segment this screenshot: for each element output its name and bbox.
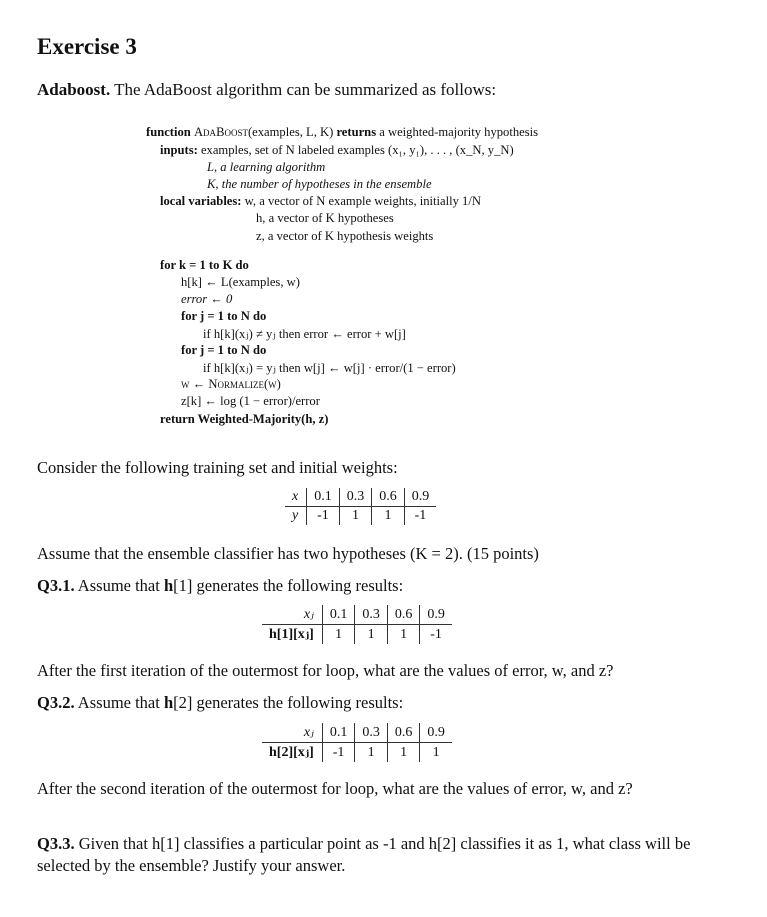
algo-line-15: w ← Normalize(w) <box>181 377 281 391</box>
algo-line-10: error ← 0 <box>181 292 233 306</box>
table-cell: 1 <box>432 744 440 760</box>
algorithm-block <box>0 125 767 425</box>
algo-line-13: for j = 1 to N do <box>181 343 267 357</box>
table-cell: -1 <box>430 626 442 642</box>
table-cell: 1 <box>372 507 405 526</box>
q3-1-question: After the first iteration of the outermost for loop, what are the values of error, w, and z? <box>37 661 614 680</box>
algo-line-17: return Weighted-Majority(h, z) <box>160 412 329 426</box>
table3-row1-label: xⱼ <box>262 723 322 743</box>
table-cell: 0.1 <box>322 723 355 743</box>
table-cell: 1 <box>355 625 388 645</box>
table-cell: 0.9 <box>404 488 436 507</box>
table1-row1-label: x <box>285 488 307 507</box>
table-cell: 1 <box>339 507 372 526</box>
algo-line-4: K, the number of hypotheses in the ensemble <box>207 177 432 191</box>
table-cell: 1 <box>322 625 355 645</box>
table-cell: 0.1 <box>307 488 340 507</box>
table-cell: 0.9 <box>420 605 452 625</box>
table-cell: 0.3 <box>355 605 388 625</box>
algo-line-3: L, a learning algorithm <box>207 160 326 174</box>
ensemble-assumption: Assume that the ensemble classifier has two hypotheses (K = 2). (15 points) <box>37 544 539 563</box>
algo-line-16: z[k] ← log (1 − error)/error <box>181 394 320 408</box>
intro-bold: Adaboost. <box>37 80 111 99</box>
table2-row2-label: h[1][xⱼ] <box>262 625 322 645</box>
table1-row2-label: y <box>285 507 307 526</box>
algo-line-6: h, a vector of K hypotheses <box>256 211 394 225</box>
q3-1-text: Q3.1. Assume that h[1] generates the following results: <box>37 576 404 595</box>
table-cell: -1 <box>414 508 427 523</box>
algo-line-9: h[k] ← L(examples, w) <box>181 275 300 289</box>
algo-line-1: function AdaBoost(examples, L, K) returns a weighted-majority hypothesis <box>146 125 539 139</box>
algo-line-11: for j = 1 to N do <box>181 309 267 323</box>
algo-line-14: if h[k](xⱼ) = yⱼ then w[j] ← w[j] · error/(1 − error) <box>203 361 456 375</box>
table-cell: -1 <box>322 743 355 763</box>
h1-results-table <box>262 605 452 644</box>
intro-text: The AdaBoost algorithm can be summarized as follows: <box>110 80 497 99</box>
h2-results-table <box>262 723 452 762</box>
page-title: Exercise 3 <box>37 34 137 59</box>
table-cell: 1 <box>355 743 388 763</box>
training-set-table <box>285 488 436 525</box>
q3-2-text: Q3.2. Assume that h[2] generates the following results: <box>37 693 404 712</box>
q3-3-text: Q3.3. Given that h[1] classifies a particular point as -1 and h[2] classifies it as 1, what class will be selected by the ensemble? Justify your answer. <box>37 834 691 875</box>
table-cell: -1 <box>307 507 340 526</box>
q3-2-question: After the second iteration of the outermost for loop, what are the values of error, w, and z? <box>37 779 633 798</box>
table3-row2-label: h[2][xⱼ] <box>262 743 322 763</box>
table-cell: 0.1 <box>322 605 355 625</box>
table-cell: 1 <box>387 625 420 645</box>
table2-row1-label: xⱼ <box>262 605 322 625</box>
table-cell: 0.3 <box>355 723 388 743</box>
algo-line-12: if h[k](xⱼ) ≠ yⱼ then error ← error + w[j] <box>203 327 406 341</box>
algo-line-8: for k = 1 to K do <box>160 258 249 272</box>
training-set-intro: Consider the following training set and initial weights: <box>37 458 398 477</box>
table-cell: 0.6 <box>387 723 420 743</box>
table-cell: 1 <box>387 743 420 763</box>
algo-line-5: local variables: w, a vector of N example weights, initially 1/N <box>160 194 481 208</box>
table-cell: 0.6 <box>387 605 420 625</box>
algo-line-2: inputs: examples, set of N labeled examples (x₁, y₁), . . . , (x_N, y_N) <box>160 143 514 157</box>
table-cell: 0.9 <box>420 723 452 743</box>
table-cell: 0.3 <box>339 488 372 507</box>
intro-paragraph <box>37 80 496 100</box>
algo-line-7: z, a vector of K hypothesis weights <box>256 229 434 243</box>
table-cell: 0.6 <box>372 488 405 507</box>
